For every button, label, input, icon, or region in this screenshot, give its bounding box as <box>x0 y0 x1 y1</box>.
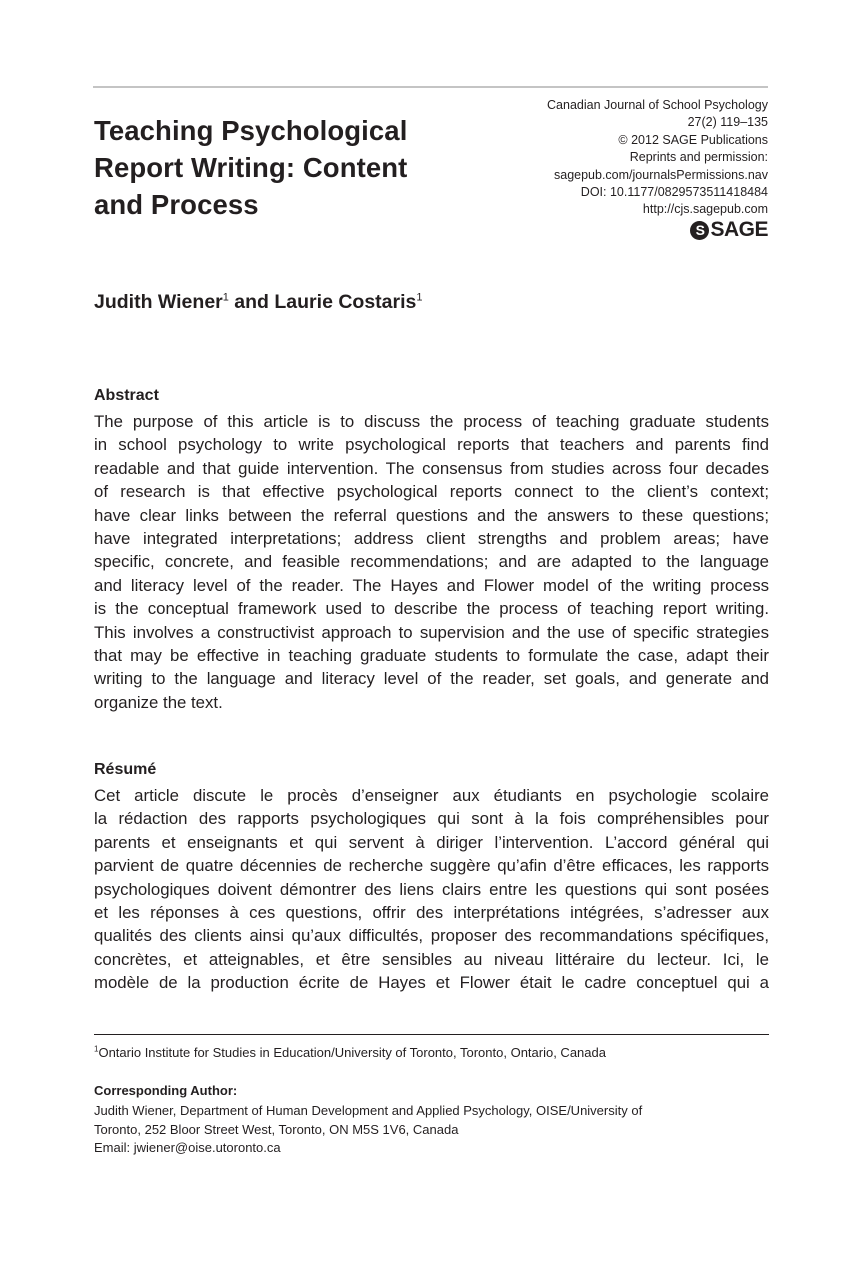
abstract-line: have clear links between the referral questions and the answers to these questions; <box>94 505 769 525</box>
abstract-line: readable and that guide intervention. The consensus from studies across four decades <box>94 458 769 478</box>
abstract-line: of research is that effective psychological reports connect to the client’s context; <box>94 482 769 502</box>
title-line: and Process <box>94 189 259 220</box>
abstract-line: have integrated interpretations; address client strengths and problem areas; have <box>94 528 769 548</box>
resume-line: concrètes, et atteignables, et être sensibles au niveau littéraire du lecteur. Ici, le <box>94 949 769 969</box>
footnote-rule <box>94 1034 769 1035</box>
abstract-line: and literacy level of the reader. The Hayes and Flower model of the writing process <box>94 575 769 595</box>
journal-website-link[interactable]: http://cjs.sagepub.com <box>642 202 768 217</box>
resume-line: modèle de la production écrite de Hayes et Flower était le cadre conceptuel qui a <box>94 973 769 993</box>
abstract-line: is the conceptual framework used to describe the process of teaching report writing. <box>94 599 769 619</box>
abstract-heading: Abstract <box>94 387 159 404</box>
abstract-line: organize the text. <box>94 692 223 712</box>
title-line: Report Writing: Content <box>94 152 408 183</box>
author-name: Laurie Costaris <box>274 291 417 313</box>
corresponding-author-heading: Corresponding Author: <box>94 1083 238 1098</box>
corresponding-author-email[interactable]: Email: jwiener@oise.utoronto.ca <box>94 1140 281 1155</box>
author-name: Judith Wiener <box>94 291 223 313</box>
affiliation-mark: 1 <box>416 291 423 304</box>
corresponding-author-details <box>94 1102 642 1158</box>
reprints-label: Reprints and permission: <box>629 150 768 165</box>
resume-body <box>94 784 769 995</box>
journal-info <box>547 97 768 219</box>
copyright: © 2012 SAGE Publications <box>618 132 768 147</box>
corresponding-author-line: Judith Wiener, Department of Human Development and Applied Psychology, OISE/University of <box>94 1103 643 1118</box>
sage-logo <box>690 218 768 242</box>
resume-line: la rédaction des rapports psychologiques qui sont à la fois compréhensibles pour <box>94 809 769 829</box>
author-joiner: and <box>234 291 269 313</box>
resume-line: qualités des clients ainsi qu’aux difficultés, proposer des recommandations spécifiques, <box>94 926 769 946</box>
resume-line: parvient de quatre décennies de recherche suggère qu’afin d’être efficaces, les rapports <box>94 856 769 876</box>
title-line: Teaching Psychological <box>94 115 408 146</box>
abstract-line: The purpose of this article is to discuss the process of teaching graduate students <box>94 412 769 431</box>
resume-line: psychologiques doivent démontrer des liens clairs entre les questions qui sont posées <box>94 879 769 899</box>
corresponding-author-line: Toronto, 252 Bloor Street West, Toronto, ON M5S 1V6, Canada <box>94 1121 459 1137</box>
article-title <box>94 112 514 223</box>
abstract-body <box>94 410 769 714</box>
journal-name: Canadian Journal of School Psychology <box>547 98 768 112</box>
abstract-line: writing to the language and literacy level of the reader, set goals, and generate and <box>94 669 769 689</box>
volume-issue-pages: 27(2) 119–135 <box>687 115 768 130</box>
author-list <box>94 291 422 314</box>
affiliation-mark: 1 <box>222 291 229 304</box>
reprints-link[interactable]: sagepub.com/journalsPermissions.nav <box>554 167 768 182</box>
sage-s-icon: S <box>690 221 709 240</box>
resume-heading: Résumé <box>94 761 157 778</box>
abstract-line: This involves a constructivist approach to supervision and the use of specific strategies <box>94 622 769 642</box>
sage-logo-text: SAGE <box>710 218 768 241</box>
affiliation-footnote <box>94 1045 606 1060</box>
abstract-line: in school psychology to write psychological reports that teachers and parents find <box>94 435 769 455</box>
resume-line: et les réponses à ces questions, offrir des interprétations intégrées, s’adresser aux <box>94 902 769 922</box>
doi[interactable]: DOI: 10.1177/0829573511418484 <box>580 185 768 200</box>
abstract-line: that may be effective in teaching graduate students to formulate the case, adapt their <box>94 645 769 665</box>
resume-line: parents et enseignants et qui servent à diriger l’intervention. L’accord général qui <box>94 832 769 852</box>
abstract-line: specific, concrete, and feasible recommendations; and are adapted to the language <box>94 552 769 572</box>
resume-line: Cet article discute le procès d’enseigner aux étudiants en psychologie scolaire <box>94 786 769 805</box>
footnote-mark: 1 <box>94 1044 99 1054</box>
footnote-text: Ontario Institute for Studies in Education/University of Toronto, Toronto, Ontario, Canada <box>98 1045 606 1060</box>
header-rule <box>93 86 768 88</box>
